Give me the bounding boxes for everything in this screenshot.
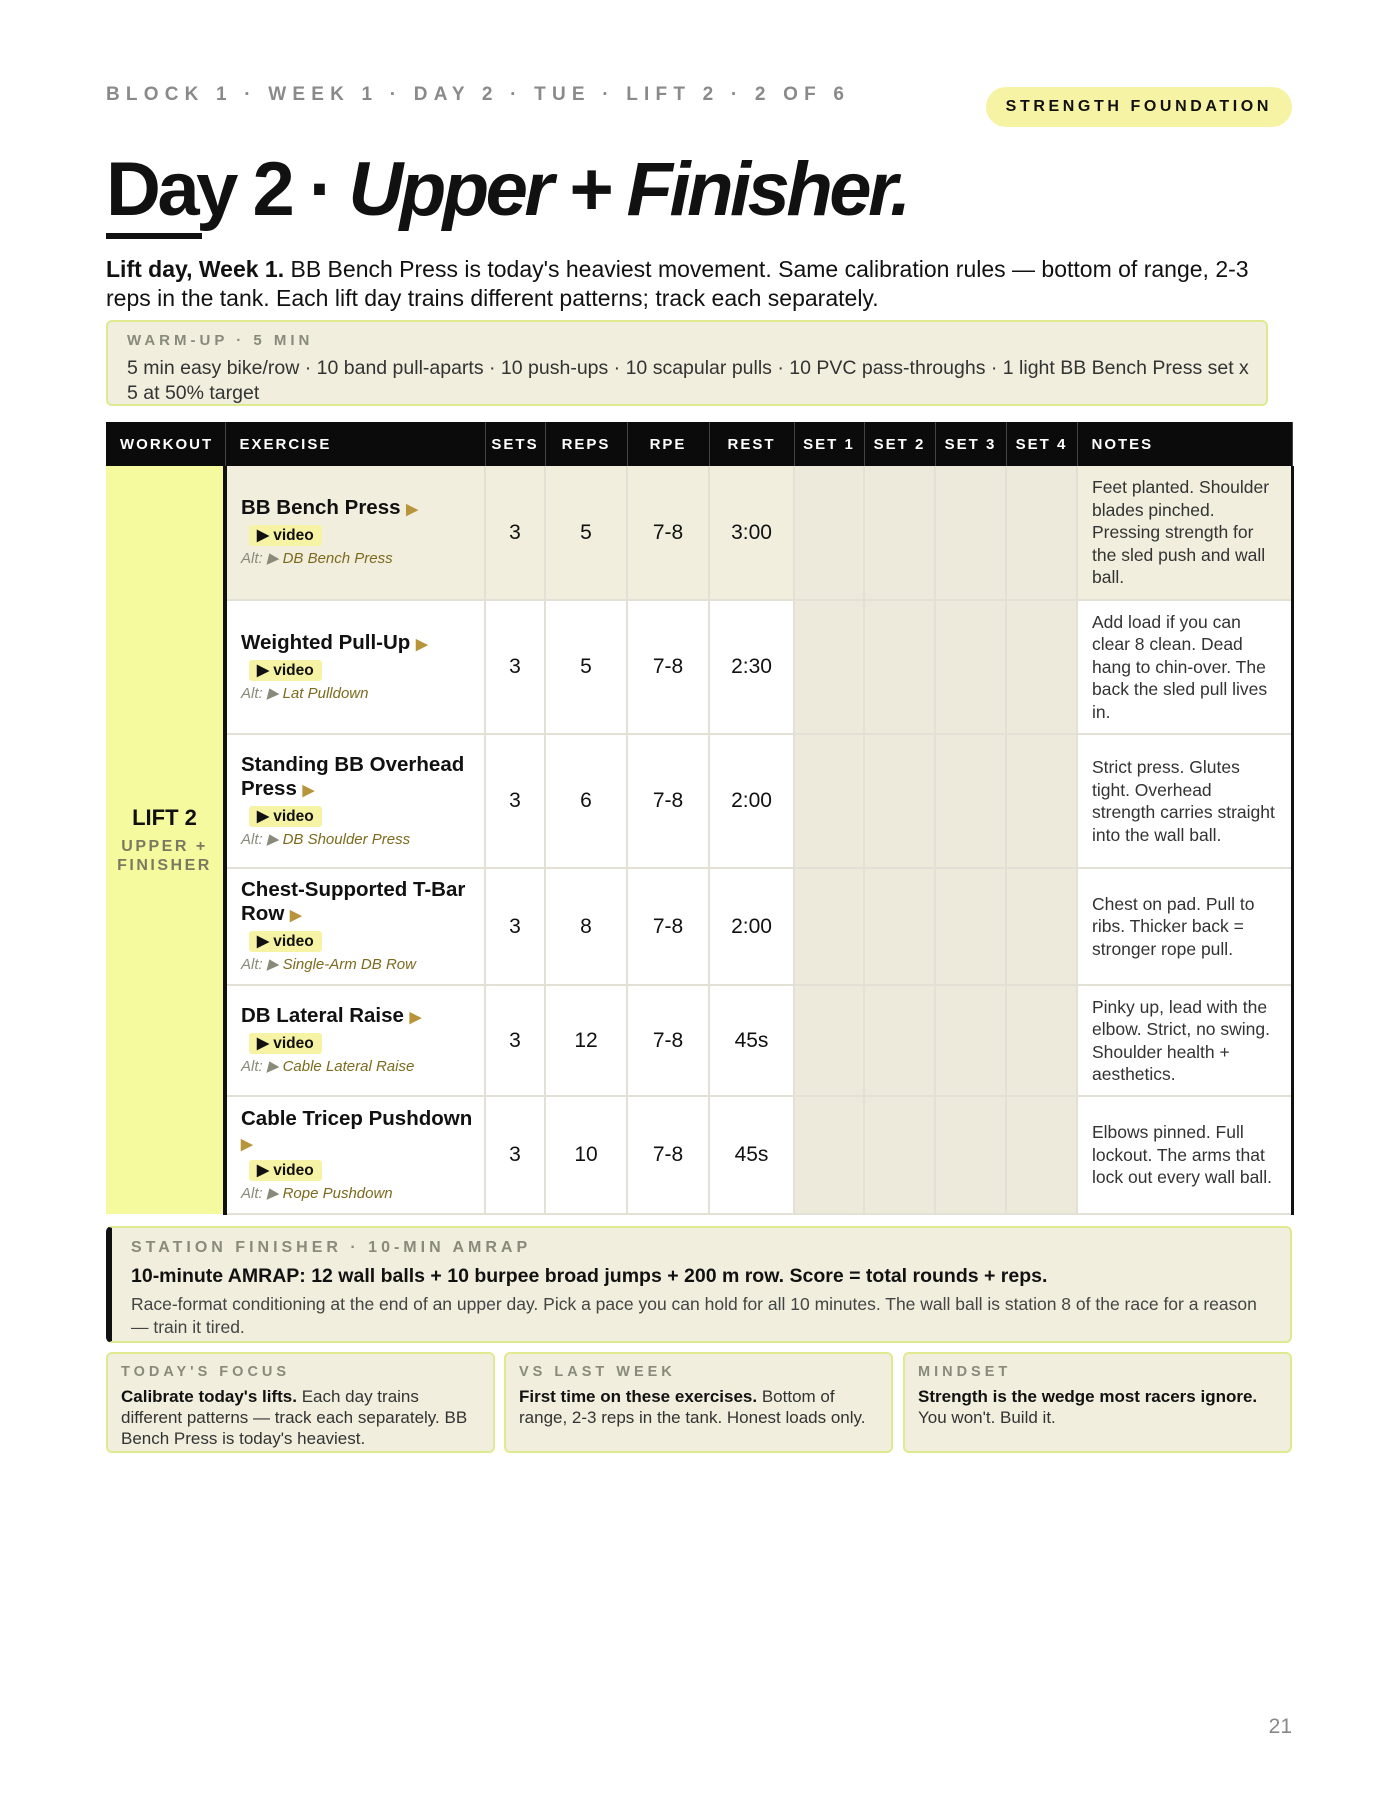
finisher-text: Race-format conditioning at the end of an upper day. Pick a pace you can hold for all 10 minutes. The wall ball is station 8 of the race for a reason — train it tired. (131, 1294, 1257, 1337)
set-4-entry[interactable] (1006, 734, 1077, 868)
exercise-name: BB Bench Press (241, 496, 401, 519)
summary-cards (106, 1352, 1292, 1453)
alt-prefix: Alt: (241, 550, 263, 567)
page-number: 21 (1268, 1715, 1292, 1738)
video-label: video (273, 661, 314, 679)
col-header-sets: SETS (485, 422, 545, 466)
video-link[interactable] (249, 660, 322, 681)
intro-lead: Lift day, Week 1. (106, 256, 285, 282)
col-header-exercise: EXERCISE (225, 422, 485, 466)
play-icon: ▶ (257, 1035, 269, 1052)
set-3-entry[interactable] (935, 868, 1006, 985)
set-1-entry[interactable] (794, 868, 864, 985)
alt-play-icon: ▶ (266, 1184, 279, 1202)
notes-cell: Pinky up, lead with the elbow. Strict, no swing. Shoulder health + aesthetics. (1077, 985, 1292, 1096)
rest-cell: 2:30 (709, 600, 794, 734)
play-icon: ▶ (257, 1161, 269, 1179)
video-label: video (273, 527, 314, 544)
rest-cell: 45s (709, 1096, 794, 1214)
alt-play-icon: ▶ (266, 684, 279, 702)
set-3-entry[interactable] (935, 985, 1006, 1096)
video-link[interactable] (249, 931, 322, 952)
table-row (106, 734, 1292, 868)
reps-cell: 10 (545, 1096, 627, 1214)
exercise-name-line (241, 496, 474, 522)
col-header-set2: SET 2 (864, 422, 935, 466)
set-1-entry[interactable] (794, 466, 864, 600)
alternative-exercise (241, 955, 474, 975)
set-2-entry[interactable] (864, 985, 935, 1096)
notes-cell: Chest on pad. Pull to ribs. Thicker back = stronger rope pull. (1077, 868, 1292, 985)
intro-text: BB Bench Press is today's heaviest movement. Same calibration rules — bottom of range, 2-3 reps in the tank. Each lift day trains different patterns; track each separately. (106, 256, 1249, 311)
set-3-entry[interactable] (935, 466, 1006, 600)
alt-prefix: Alt: (241, 1184, 263, 1202)
set-1-entry[interactable] (794, 985, 864, 1096)
rpe-cell: 7-8 (627, 1096, 709, 1214)
workout-sublabel: UPPER + FINISHER (117, 838, 212, 874)
play-arrow-icon[interactable]: ▶ (409, 1009, 422, 1026)
reps-cell: 8 (545, 868, 627, 985)
reps-cell: 12 (545, 985, 627, 1096)
set-3-entry[interactable] (935, 600, 1006, 734)
play-icon: ▶ (257, 933, 269, 950)
play-arrow-icon[interactable]: ▶ (302, 781, 315, 799)
notes-cell: Add load if you can clear 8 clean. Dead hang to chin-over. The back the sled pull lives in. (1077, 600, 1292, 734)
col-header-rpe: RPE (627, 422, 709, 466)
alt-play-icon: ▶ (266, 956, 279, 973)
video-label: video (273, 807, 314, 825)
card-lead: First time on these exercises. (519, 1387, 758, 1406)
set-4-entry[interactable] (1006, 1096, 1077, 1214)
rpe-cell: 7-8 (627, 466, 709, 600)
title-underline (106, 233, 202, 239)
station-finisher-box (106, 1226, 1292, 1343)
exercise-name-line (241, 1004, 474, 1030)
rpe-cell: 7-8 (627, 868, 709, 985)
video-link[interactable] (249, 525, 322, 546)
table-row (106, 1096, 1292, 1214)
card-todays-focus (106, 1352, 495, 1453)
table-row (106, 868, 1292, 985)
exercise-name: Standing BB Overhead Press (241, 752, 465, 800)
set-4-entry[interactable] (1006, 985, 1077, 1096)
table-row (106, 466, 1292, 600)
card-label: MINDSET (918, 1364, 1012, 1380)
col-header-set4: SET 4 (1006, 422, 1077, 466)
card-text (918, 1386, 1277, 1428)
card-label: VS LAST WEEK (519, 1364, 676, 1380)
exercise-name-line (241, 878, 474, 928)
alternative-exercise (241, 684, 474, 704)
page-title (106, 146, 908, 234)
rest-cell: 2:00 (709, 868, 794, 985)
alt-exercise-name[interactable]: Lat Pulldown (282, 684, 369, 702)
set-1-entry[interactable] (794, 1096, 864, 1214)
col-header-reps: REPS (545, 422, 627, 466)
title-session: Upper + Finisher. (348, 147, 908, 232)
breadcrumb: BLOCK 1 · WEEK 1 · DAY 2 · TUE · LIFT 2 · 2 OF 6 (106, 84, 851, 105)
video-label: video (273, 1035, 314, 1052)
reps-cell: 5 (545, 600, 627, 734)
rpe-cell: 7-8 (627, 600, 709, 734)
set-2-entry[interactable] (864, 868, 935, 985)
program-badge: STRENGTH FOUNDATION (986, 87, 1292, 127)
set-1-entry[interactable] (794, 600, 864, 734)
card-label: TODAY'S FOCUS (121, 1364, 291, 1380)
table-header-row (106, 422, 1292, 466)
alternative-exercise (241, 1057, 474, 1077)
table-row (106, 600, 1292, 734)
notes-cell: Strict press. Glutes tight. Overhead strength carries straight into the wall ball. (1077, 734, 1292, 868)
card-body: You won't. Build it. (918, 1408, 1056, 1427)
alt-play-icon: ▶ (266, 1058, 279, 1075)
col-header-rest: REST (709, 422, 794, 466)
set-4-entry[interactable] (1006, 600, 1077, 734)
set-2-entry[interactable] (864, 600, 935, 734)
intro-paragraph (106, 255, 1292, 313)
warmup-box (106, 320, 1268, 406)
card-lead: Calibrate today's lifts. (121, 1387, 297, 1406)
video-label: video (273, 933, 314, 950)
set-1-entry[interactable] (794, 734, 864, 868)
play-icon: ▶ (257, 527, 269, 544)
play-arrow-icon[interactable]: ▶ (241, 1135, 253, 1153)
exercise-name-line (241, 631, 474, 657)
finisher-label: STATION FINISHER · 10-MIN AMRAP (131, 1239, 532, 1256)
alt-play-icon: ▶ (266, 830, 279, 848)
rest-cell: 2:00 (709, 734, 794, 868)
col-header-set1: SET 1 (794, 422, 864, 466)
video-link[interactable] (249, 806, 322, 827)
warmup-text: 5 min easy bike/row · 10 band pull-aparts · 10 push-ups · 10 scapular pulls · 10 PVC pass-throughs · 1 light BB Bench Press set x 5 at 50% target (127, 357, 1249, 404)
play-arrow-icon[interactable]: ▶ (406, 501, 418, 518)
title-day: Day 2 · (106, 147, 349, 232)
reps-cell: 5 (545, 466, 627, 600)
card-text (121, 1386, 480, 1449)
set-4-entry[interactable] (1006, 466, 1077, 600)
video-link[interactable] (249, 1033, 322, 1054)
sets-cell: 3 (485, 985, 545, 1096)
sets-cell: 3 (485, 1096, 545, 1214)
video-label: video (273, 1161, 314, 1179)
reps-cell: 6 (545, 734, 627, 868)
card-mindset (903, 1352, 1292, 1453)
exercise-name-line (241, 753, 474, 803)
col-header-set3: SET 3 (935, 422, 1006, 466)
rpe-cell: 7-8 (627, 734, 709, 868)
card-body: Bottom of range, 2-3 reps in the tank. Honest loads only. (519, 1387, 866, 1427)
play-arrow-icon[interactable]: ▶ (416, 635, 428, 653)
video-link[interactable] (249, 1160, 322, 1181)
alt-exercise-name[interactable]: Rope Pushdown (282, 1184, 393, 1202)
card-lead: Strength is the wedge most racers ignore. (918, 1387, 1258, 1406)
exercise-cell (225, 985, 485, 1096)
alternative-exercise (241, 830, 474, 850)
warmup-label: WARM-UP · 5 MIN (127, 332, 314, 349)
workout-label: LIFT 2 (132, 805, 197, 830)
sets-cell: 3 (485, 734, 545, 868)
exercise-cell (225, 1096, 485, 1214)
exercise-name: Cable Tricep Pushdown (241, 1106, 473, 1130)
alt-exercise-name[interactable]: Cable Lateral Raise (282, 1058, 415, 1075)
play-icon: ▶ (257, 661, 269, 679)
table-row (106, 985, 1292, 1096)
exercise-name: Chest-Supported T-Bar Row (241, 878, 466, 925)
rest-cell: 3:00 (709, 466, 794, 600)
alternative-exercise (241, 1184, 474, 1204)
play-icon: ▶ (257, 807, 269, 825)
set-2-entry[interactable] (864, 1096, 935, 1214)
set-3-entry[interactable] (935, 734, 1006, 868)
alt-play-icon: ▶ (266, 550, 279, 567)
alt-exercise-name[interactable]: DB Bench Press (282, 550, 393, 567)
alt-prefix: Alt: (241, 830, 263, 848)
exercise-name: Weighted Pull-Up (241, 630, 411, 654)
exercise-cell (225, 868, 485, 985)
finisher-title: 10-minute AMRAP: 12 wall balls + 10 burpee broad jumps + 200 m row. Score = total rounds + reps. (131, 1265, 1048, 1287)
exercise-cell (225, 466, 485, 600)
workout-block-cell (106, 466, 225, 1214)
set-4-entry[interactable] (1006, 868, 1077, 985)
alt-exercise-name[interactable]: DB Shoulder Press (282, 830, 411, 848)
alt-prefix: Alt: (241, 956, 263, 973)
col-header-notes: NOTES (1077, 422, 1292, 466)
notes-cell: Feet planted. Shoulder blades pinched. Pressing strength for the sled push and wall ball. (1077, 466, 1292, 600)
play-arrow-icon[interactable]: ▶ (289, 907, 302, 924)
card-text (519, 1386, 878, 1428)
notes-cell: Elbows pinned. Full lockout. The arms that lock out every wall ball. (1077, 1096, 1292, 1214)
set-2-entry[interactable] (864, 734, 935, 868)
exercise-cell (225, 600, 485, 734)
workout-table (106, 422, 1294, 1215)
card-body: Each day trains different patterns — track each separately. BB Bench Press is today's heaviest. (121, 1387, 468, 1448)
set-3-entry[interactable] (935, 1096, 1006, 1214)
card-vs-last-week (504, 1352, 893, 1453)
sets-cell: 3 (485, 868, 545, 985)
alternative-exercise (241, 549, 474, 569)
exercise-cell (225, 734, 485, 868)
sets-cell: 3 (485, 600, 545, 734)
exercise-name-line (241, 1107, 474, 1157)
rest-cell: 45s (709, 985, 794, 1096)
exercise-name: DB Lateral Raise (241, 1004, 404, 1027)
col-header-workout: WORKOUT (106, 422, 225, 466)
alt-prefix: Alt: (241, 684, 263, 702)
rpe-cell: 7-8 (627, 985, 709, 1096)
alt-exercise-name[interactable]: Single-Arm DB Row (282, 956, 416, 973)
sets-cell: 3 (485, 466, 545, 600)
set-2-entry[interactable] (864, 466, 935, 600)
alt-prefix: Alt: (241, 1058, 263, 1075)
